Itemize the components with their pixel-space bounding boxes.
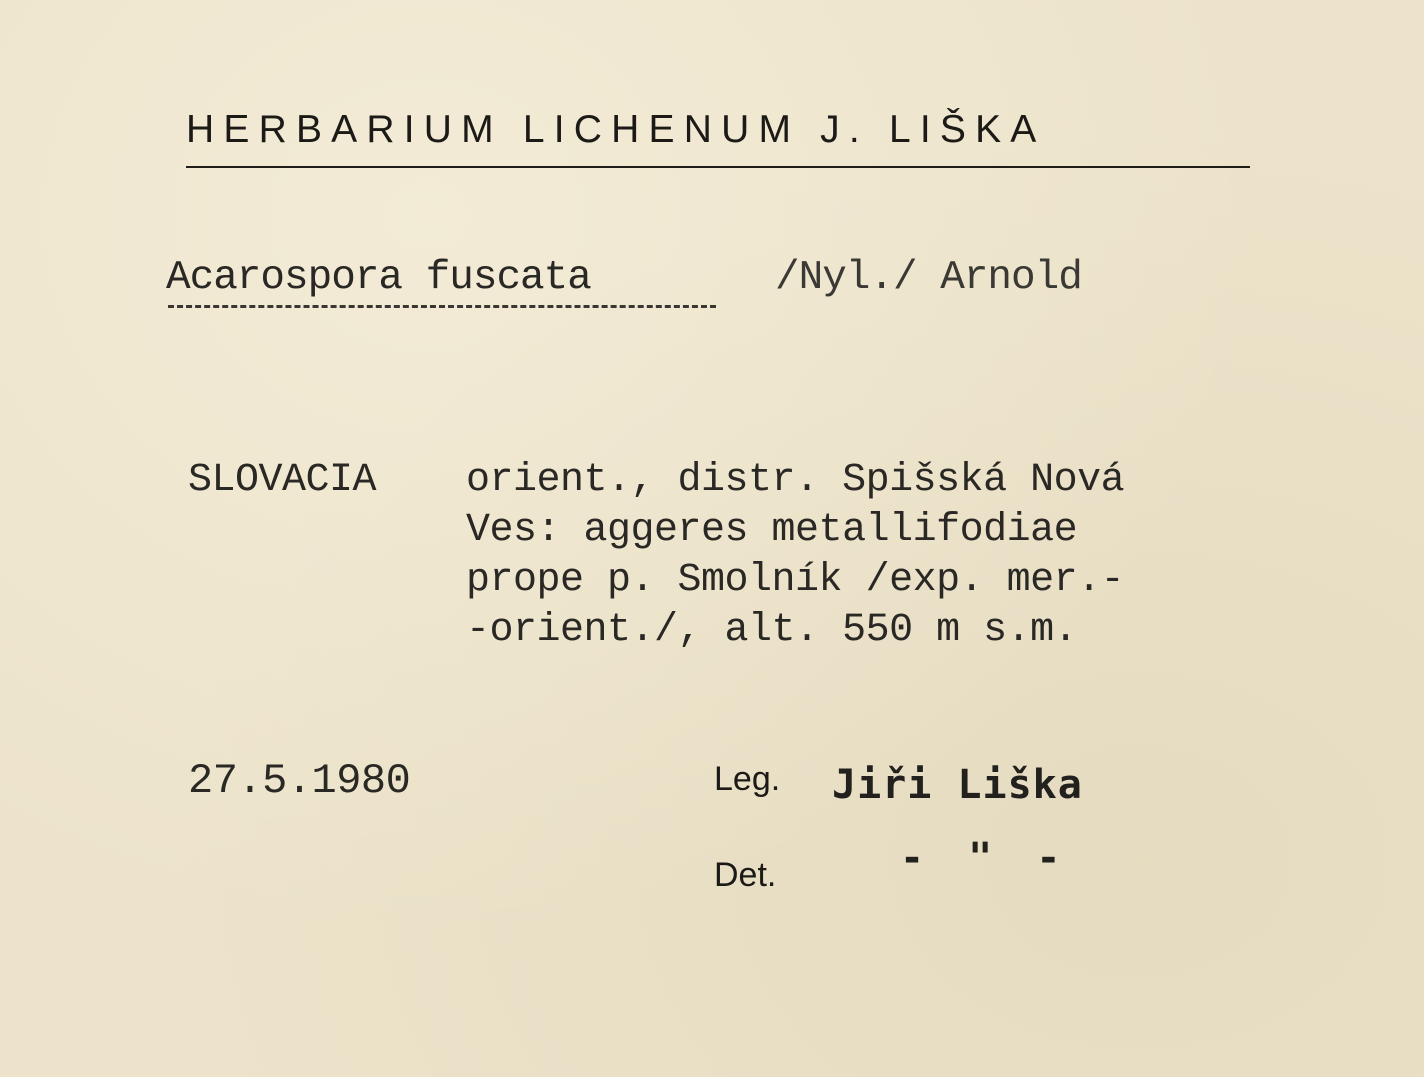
taxon-underline: [168, 305, 716, 308]
locality-country: SLOVACIA: [188, 458, 377, 503]
herbarium-title: HERBARIUM LICHENUM J. LIŠKA: [186, 108, 1046, 151]
determiner-label: Det.: [714, 856, 777, 894]
collector-name: Jiři Liška: [832, 762, 1083, 808]
header-rule: [186, 166, 1250, 168]
determiner-ditto: - " -: [900, 835, 1071, 881]
collector-label: Leg.: [714, 760, 781, 798]
taxon-author: /Nyl./ Arnold: [775, 255, 1082, 301]
taxon-name: Acarospora fuscata: [166, 255, 591, 301]
locality-line: orient., distr. Spišská Nová: [466, 458, 1125, 503]
locality-line: Ves: aggeres metallifodiae: [466, 508, 1078, 553]
locality-line: prope p. Smolník /exp. mer.-: [466, 558, 1125, 603]
locality-line: -orient./, alt. 550 m s.m.: [466, 608, 1078, 653]
collection-date: 27.5.1980: [188, 757, 411, 805]
